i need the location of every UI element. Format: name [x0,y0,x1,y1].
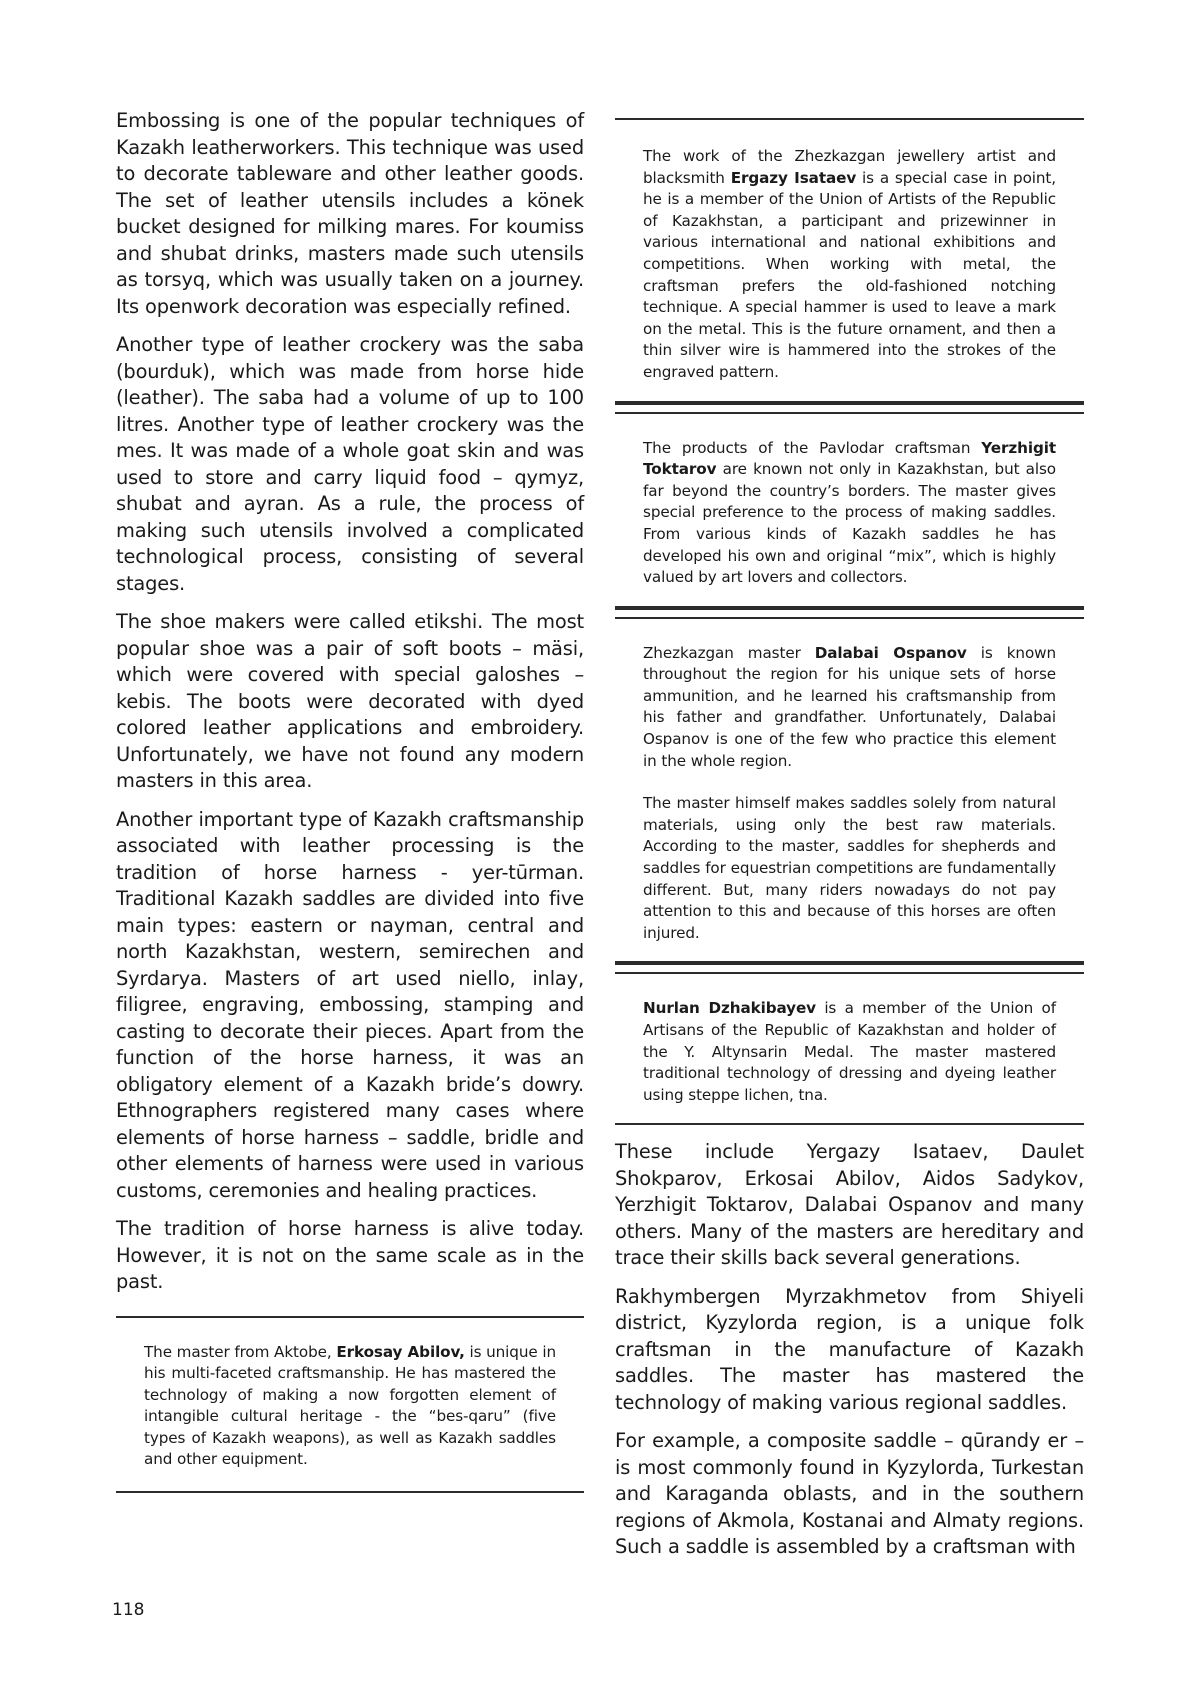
box-text [643,146,1056,384]
master-box-toktarov [615,412,1084,608]
box-text [144,1342,556,1472]
box-text-post: is known throughout the region for his unique sets of horse ammunition, and he learned his craftsmanship from his father and grandfather. Unfortunately, Dalabai Ospanov is one of the few who practice this element in the whole region. [643,643,1056,770]
master-box-isataev [615,118,1084,403]
master-name: Ergazy Isataev [730,168,857,187]
box-text-pre: The products of the Pavlodar craftsman [643,438,982,457]
master-name: Erkosay Abilov, [336,1342,465,1361]
body-paragraph: The shoe makers were called etikshi. The most popular shoe was a pair of soft boots – mäsi, which were covered with special galoshes – kebis. The boots were decorated with dyed colored leather applications and embroidery. Unfortunately, we have not found any modern masters in this area. [116,610,584,792]
box-text: The master himself makes saddles solely from natural materials, using only the best raw materials. According to the master, saddles for shepherds and saddles for equestrian competitions are fundamentally different. But, many riders nowadays do not pay attention to this and because of this horses are often injured. [643,794,1056,942]
body-paragraph: These include Yergazy Isataev, Daulet Shokparov, Erkosai Abilov, Aidos Sadykov, Yerzhigit Toktarov, Dalabai Ospanov and many others. Many of the masters are hereditary and trace their skills back several generations. [615,1140,1084,1270]
body-paragraph: Embossing is one of the popular techniques of Kazakh leatherworkers. This technique was used to decorate tableware and other leather goods. The set of leather utensils includes a könek bucket designed for milking mares. For koumiss and shubat drinks, masters made such utensils as torsyq, which was usually taken on a journey. Its openwork decoration was especially refined. [116,109,584,318]
master-box-dzhakibayev [615,972,1084,1125]
box-text-pre: Zhezkazgan master [643,643,815,662]
box-text-post: is a member of the Union of Artisans of the Republic of Kazakhstan and holder of the Y. Altynsarin Medal. The master mastered traditional technology of dressing and dyeing leather using steppe lichen, tna. [643,999,1056,1104]
master-box-abilov [116,1316,584,1494]
divider [615,608,1084,617]
box-text [643,438,1056,589]
box-text-post: is unique in his multi-faceted craftsmanship. He has mastered the technology of making a now forgotten element of intangible cultural heritage - the “bes-qaru” (five types of Kazakh weapons), as well as Kazakh saddles and other equipment. [144,1342,556,1469]
box-text [643,643,1056,773]
left-column [116,108,584,1493]
body-paragraph: For example, a composite saddle – qūrandy er – is most commonly found in Kyzylorda, Turkestan and Karaganda oblasts, and in the southern regions of Akmola, Kostanai and Almaty regions. Such a saddle is assembled by a craftsman with [615,1429,1084,1559]
master-box-ospanov [615,617,1084,964]
right-body [615,1139,1084,1561]
box-text-post: is a special case in point, he is a member of the Union of Artists of the Republic of Kazakhstan, a participant and prizewinner in various international and national exhibitions and competitions. When working with metal, the craftsman prefers the old-fashioned notching technique. A special hammer is used to leave a mark on the metal. This is the future ornament, and then a thin silver wire is hammered into the strokes of the engraved pattern. [643,168,1056,381]
master-name: Nurlan Dzhakibayev [643,999,816,1018]
divider [615,963,1084,972]
body-paragraph: The tradition of horse harness is alive today. However, it is not on the same scale as in the past. [116,1217,584,1293]
box-text-pre: The work of the Zhezkazgan jewellery artist and blacksmith [643,147,1056,187]
right-column [615,118,1084,1573]
box-text [643,998,1056,1106]
body-paragraph: Another type of leather crockery was the saba (bourduk), which was made from horse hide (leather). The saba had a volume of up to 100 litres. Another type of leather crockery was the mes. It was made of a whole goat skin and was used to store and carry liquid food – qymyz, shubat and ayran. As a rule, the process of making such utensils involved a complicated technological process, consisting of several stages. [116,333,584,595]
body-paragraph: Rakhymbergen Myrzakhmetov from Shiyeli district, Kyzylorda region, is a unique folk craftsman in the manufacture of Kazakh saddles. The master has mastered the technology of making various regional saddles. [615,1284,1084,1414]
page-number: 118 [112,1600,145,1620]
divider [615,403,1084,412]
box-text-post: are known not only in Kazakhstan, but also far beyond the country’s borders. The master gives special preference to the process of making saddles. From various kinds of Kazakh saddles he has developed his own and original “mix”, which is highly valued by art lovers and collectors. [643,460,1056,587]
master-name: Dalabai Ospanov [814,643,967,662]
master-name: Yerzhigit Toktarov [643,438,1056,479]
box-text-pre: The master from Aktobe, [144,1342,337,1361]
body-paragraph: Another important type of Kazakh craftsmanship associated with leather processing is the tradition of horse harness - yer-tūrman. Traditional Kazakh saddles are divided into five main types: eastern or nayman, central and north Kazakhstan, western, semirechen and Syrdarya. Masters of art used niello, inlay, filigree, engraving, embossing, stamping and casting to decorate their pieces. Apart from the function of the horse harness, it was an obligatory element of a Kazakh bride’s dowry. Ethnographers registered many cases where elements of horse harness – saddle, bridle and other elements of harness were used in various customs, ceremonies and healing practices. [116,807,584,1202]
